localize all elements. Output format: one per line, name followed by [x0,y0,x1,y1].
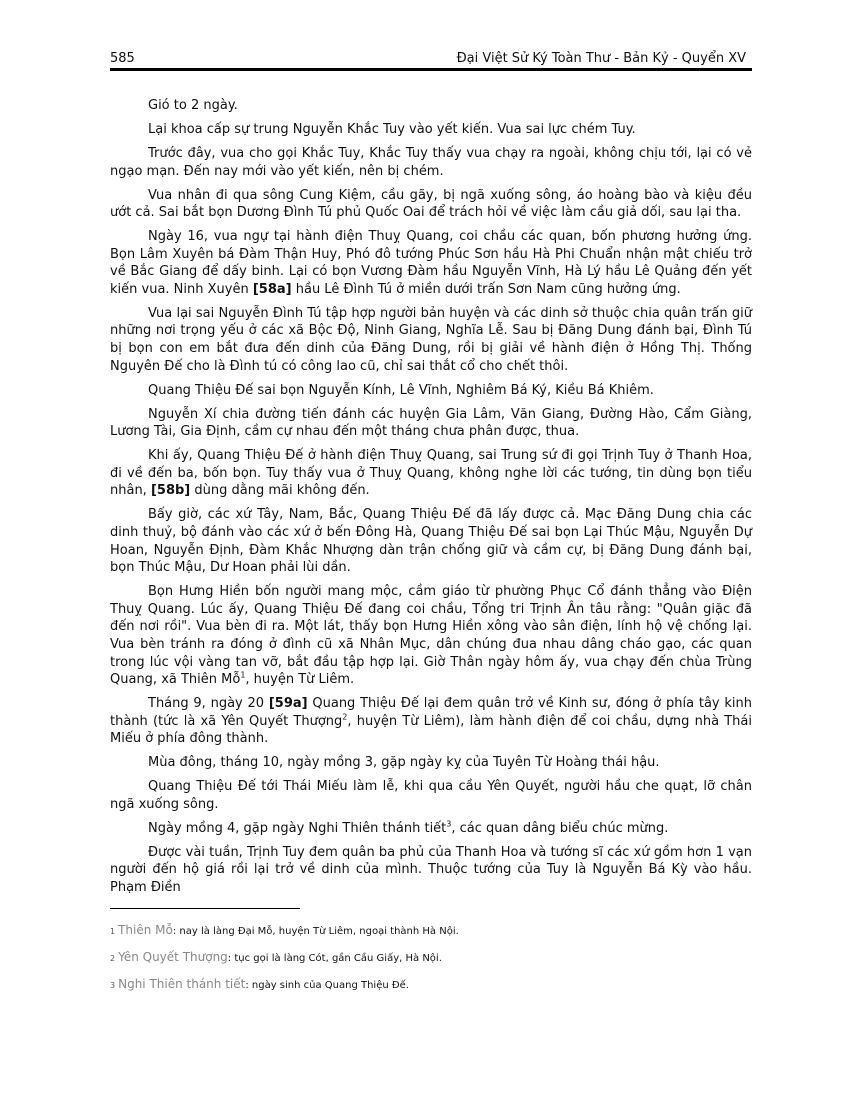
paragraph: Vua lại sai Nguyễn Đình Tú tập hợp người bản huyện và các dinh sở thuộc chia quân trấn giữ những nơi trọng yếu ở các xã Bộc Độ, Ninh Giang, Nghĩa Lễ. Sau bị Đăng Dung đánh bại, Đình Tú bị bọn con em bắt đưa đến dinh của Đăng Dung, rồi bị giải về hành điện ở Hồng Thị. Thống Nguyên Đế cho là Đình tú có công lao cũ, chỉ sai thắt cổ cho chết thôi. [110,305,752,374]
footnote-mark: 1 [110,927,116,936]
header-rule [110,68,752,71]
paragraph: Vua nhân đi qua sông Cung Kiệm, cầu gãy, bị ngã xuống sông, áo hoàng bào và kiệu đều ướt cả. Sai bắt bọn Dương Đình Tú phủ Quốc Oai để trách hỏi về việc làm cầu giả dối, sau lại tha. [110,187,752,221]
paragraph: Quang Thiệu Đế sai bọn Nguyễn Kính, Lê Vĩnh, Nghiêm Bá Ký, Kiều Bá Khiêm. [148,382,654,398]
page-marker: [58a] [252,281,292,297]
footnote-text: : ngày sinh của Quang Thiệu Đế. [245,980,409,991]
footnote-ref[interactable]: 2 [342,712,348,722]
footnote-mark: 3 [110,981,116,990]
page-marker: [59a] [268,696,308,712]
footnote [110,977,752,993]
paragraph: Quang Thiệu Đế tới Thái Miếu làm lễ, khi qua cầu Yên Quyết, người hầu che quạt, lỡ chân ngã xuống sông. [110,779,752,812]
footnote-ref[interactable]: 3 [446,819,452,829]
footnotes [110,923,752,1004]
paragraph: Bấy giờ, các xứ Tây, Nam, Bắc, Quang Thiệu Đế đã lấy được cả. Mạc Đăng Dung chia các dinh thuỷ, bộ đánh vào các xứ ở bến Đông Hà, Quang Thiệu Đế sai bọn Lại Thúc Mậu, Nguyễn Dự Hoan, Nguyễn Định, Đàm Khắc Nhượng dàn trận chống giữ và cầm cự, bị Đăng Dung đánh bại, bọn Thúc Mậu, Dư Hoan phải lùi dần. [110,507,752,576]
paragraph: Mùa đông, tháng 10, ngày mồng 3, gặp ngày kỵ của Tuyên Từ Hoàng thái hậu. [148,755,660,771]
footnote-text: : tục gọi là làng Cót, gần Cầu Giấy, Hà Nội. [227,953,442,964]
footnote-rule [110,908,300,909]
paragraph: Bọn Hưng Hiền bốn người mang mộc, cầm giáo từ phường Phục Cổ đánh thẳng vào Điện Thuỵ Quang. Lúc ấy, Quang Thiệu Đế đang coi chầu, Tổng tri Trịnh Ân tâu rằng: "Quân giặc đã đến nơi rồi". Vua bèn đi ra. Một lát, thấy bọn Hưng Hiền xông vào sân điện, lính hộ vệ chống lại. Vua bèn tránh ra đóng ở đình cũ xã Nhân Mục, dân chúng đua nhau dâng cháo gạo, các quan trong lúc vội vàng tan vỡ, bắt đầu tập hợp lại. Giờ Thân ngày hôm ấy, vua chạy đến chùa Trùng Quang, xã Thiên Mỗ$^1$, huyện Từ Liêm. [110,584,752,688]
paragraph: Được vài tuần, Trịnh Tuy đem quân ba phủ của Thanh Hoa và tướng sĩ các xứ gồm hơn 1 vạn người đến hộ giá rồi lại trở về dinh của mình. Thuộc tướng của Tuy là Nguyễn Bá Kỳ vào hầu. Phạm Điền [110,844,752,896]
footnote-term: Yên Quyết Thượng [118,950,228,964]
paragraph: Trước đây, vua cho gọi Khắc Tuy, Khắc Tuy thấy vua chạy ra ngoài, không chịu tới, lại có vẻ ngạo mạn. Đến nay mới vào yết kiến, nên bị chém. [110,145,752,179]
running-title: Đại Việt Sử Ký Toàn Thư - Bản Kỷ - Quyển XV [456,51,746,66]
footnote-mark: 2 [110,954,116,963]
paragraph: Gió to 2 ngày. [148,98,238,113]
footnote-term: Nghi Thiên thánh tiết [118,977,246,991]
body-text [110,97,752,903]
paragraph: Lại khoa cấp sự trung Nguyễn Khắc Tuy vào yết kiến. Vua sai lực chém Tuy. [148,121,636,137]
page-header [110,50,752,68]
footnote [110,950,752,966]
page-marker: [58b] [150,483,191,499]
paragraph: Nguyễn Xí chia đường tiến đánh các huyện Gia Lâm, Văn Giang, Đường Hào, Cẩm Giàng, Lương Tài, Gia Định, cầm cự nhau đến một tháng chưa phân được, thua. [110,406,752,440]
footnote-ref[interactable]: 1 [240,670,246,680]
page-number: 585 [110,51,135,66]
footnote-term: Thiên Mỗ [118,923,173,937]
paragraph: Ngày mồng 4, gặp ngày Nghi Thiên thánh tiết$^3$, các quan dâng biểu chúc mừng. [148,819,669,836]
paragraph: Tháng 9, ngày 20 [59a] Quang Thiệu Đế lại đem quân trở về Kinh sư, đóng ở phía tây kinh thành (tức là xã Yên Quyết Thượng$^2$, huyện Từ Liêm), làm hành điện để coi chầu, dựng nhà Thái Miếu ở phía đông thành. [110,696,752,747]
footnote [110,923,752,939]
paragraph: Khi ấy, Quang Thiệu Đế ở hành điện Thuỵ Quang, sai Trung sứ đi gọi Trịnh Tuy ở Thanh Hoa, đi về đến ba, bốn bọn. Tuy thấy vua ở Thuỵ Quang, không nghe lời các tướng, tin dùng bọn tiểu nhân, [58b] dùng dằng mãi không đến. [110,448,752,499]
paragraph: Ngày 16, vua ngự tại hành điện Thuỵ Quang, coi chầu các quan, bốn phương hưởng ứng. Bọn Lâm Xuyên bá Đàm Thận Huy, Phó đô tướng Phúc Sơn hầu Hà Phi Chuẩn nhận mật chiếu trở về Bắc Giang để dấy binh. Lại có bọn Vương Đàm hầu Nguyễn Vĩnh, Hà Lý hầu Lê Quảng đến yết kiến vua. Ninh Xuyên [58a] hầu Lê Đình Tú ở miền dưới trấn Sơn Nam cũng hưởng ứng. [110,229,752,297]
footnote-text: : nay là làng Đại Mỗ, huyện Từ Liêm, ngoại thành Hà Nội. [172,926,459,937]
